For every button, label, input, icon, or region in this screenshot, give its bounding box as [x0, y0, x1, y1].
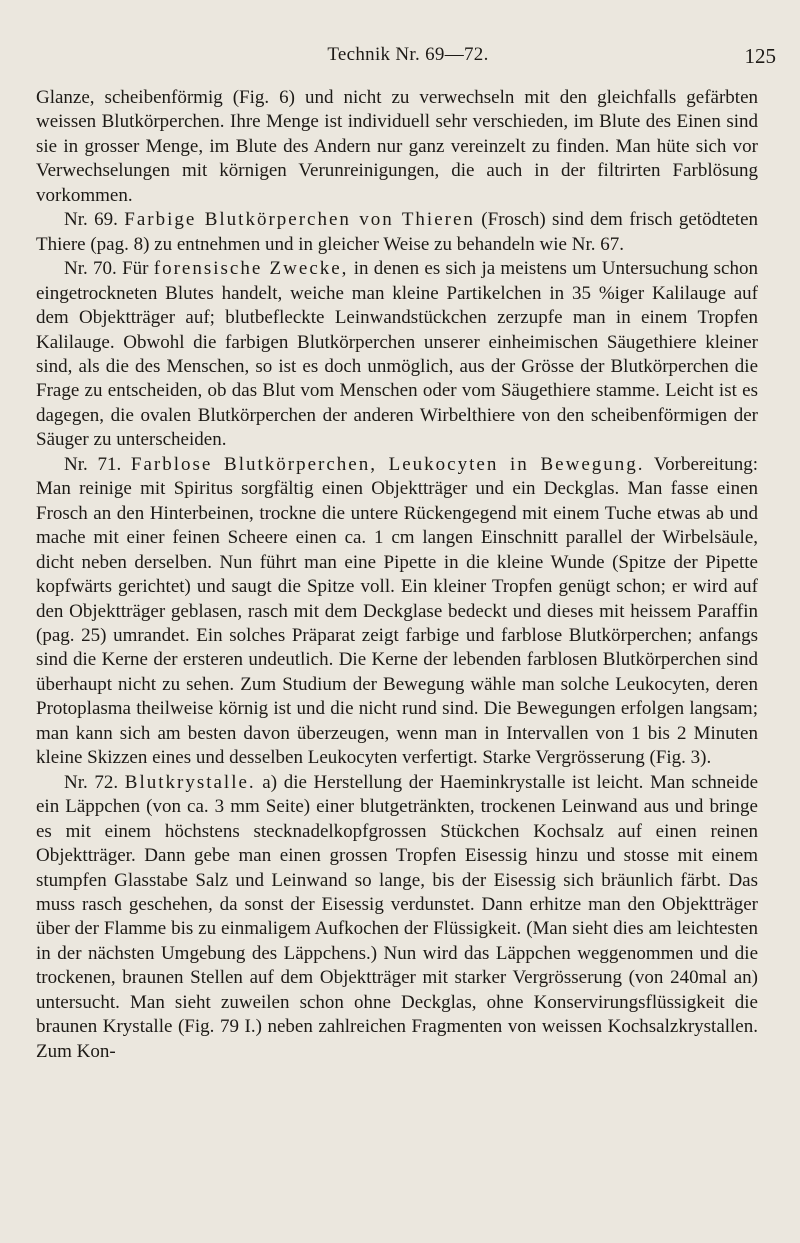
paragraph-nr-70	[36, 257, 758, 453]
paragraph-heading: Farbige Blutkörperchen von Thieren	[124, 209, 475, 231]
paragraph-heading: Farblose Blutkörperchen, Leukocyten in Bewegung.	[130, 453, 645, 475]
paragraph-text: a) die Herstellung der Haeminkrystalle ist leicht. Man schneide ein Läppchen (von ca. 3 mm Seite) einer blutgetränkten, trockenen Leinwand aus und bringe es mit einem höchstens stecknadelkopfgrossen Stückchen Kochsalz auf einen reinen Objektträger. Dann gebe man einen grossen Tropfen Eisessig hinzu und stosse mit einem stumpfen Glasstabe Salz und Leinwand so lange, bis der Eisessig sich bräunlich färbt. Das muss rasch geschehen, da sonst der Eisessig verdunstet. Dann erhitze man den Objektträger über der Flamme bis zu einmaligem Aufkochen der Flüssigkeit. (Man sieht dies am leichtesten in der nächsten Umgebung des Läppchens.) Nun wird das Läppchen weggenommen und die trockenen, braunen Stellen auf dem Objektträger mit starker Vergrösserung (von 240mal an) untersucht. Man sieht zuweilen schon ohne Deckglas, ohne Konservirungsflüssigkeit die braunen Krystalle (Fig. 79 I.) neben zahlreichen Fragmenten von weissen Kochsalzkrystallen. Zum Kon-	[36, 771, 758, 1062]
paragraph-text: in denen es sich ja meistens um Untersuchung schon eingetrockneten Blutes handelt, weiche man kleine Partikelchen in 35 %iger Kalilauge auf dem Objektträger auf; blutbefleckte Leinwandstückchen zerzupfe man in einem Tropfen Kalilauge. Obwohl die farbigen Blutkörperchen unserer einheimischen Säugethiere kleiner sind, als die des Menschen, so ist es doch unmöglich, aus der Grösse der Blutkörperchen die Frage zu entscheiden, ob das Blut vom Menschen oder vom Säugethiere stamme. Leicht ist es dagegen, die ovalen Blutkörperchen der anderen Wirbelthiere von den scheibenförmigen der Säuger zu unterscheiden.	[36, 258, 758, 451]
paragraph-heading: forensische Zwecke,	[153, 258, 349, 280]
paragraph-text: Glanze, scheibenförmig (Fig. 6) und nicht zu verwechseln mit den gleichfalls gefärbten weissen Blutkörperchen. Ihre Menge ist individuell sehr verschieden, im Blute des Einen sind sie in grosser Menge, im Blute des Andern nur ganz vereinzelt zu finden. Man hüte sich vor Verwechselungen mit körnigen Verunreinigungen, die auch in der filtrirten Farblösung vorkommen.	[36, 87, 758, 206]
body-text	[36, 86, 758, 1064]
paragraph-lead: Nr. 72.	[64, 771, 125, 793]
running-title: Technik Nr. 69—72.	[327, 44, 489, 65]
page-number: 125	[744, 44, 776, 68]
paragraph-nr-69	[36, 208, 758, 257]
paragraph-nr-72	[36, 771, 758, 1064]
paragraph-lead: Nr. 71.	[64, 453, 131, 475]
paragraph-text: (Frosch) sind dem frisch getödteten Thiere (pag. 8) zu entnehmen und in gleicher Weise zu behandeln wie Nr. 67.	[36, 209, 758, 255]
paragraph-nr-71	[36, 453, 758, 771]
paragraph-lead: Nr. 69.	[64, 209, 125, 231]
paragraph-text: Vorbereitung: Man reinige mit Spiritus sorgfältig einen Objektträger und ein Deckglas. Man fasse einen Frosch an den Hinterbeinen, trockne die untere Rückengegend mit einem Tuche etwas ab und mache mit einer feinen Scheere einen ca. 1 cm langen Einschnitt parallel der Wirbelsäule, dicht neben derselben. Nun führt man eine Pipette in die kleine Wunde (Spitze der Pipette kopfwärts gerichtet) und saugt die Spitze voll. Ein kleiner Tropfen genügt schon; er wird auf den Objektträger geblasen, rasch mit dem Deckglase bedeckt und dieses mit heissem Paraffin (pag. 25) umrandet. Ein solches Präparat zeigt farbige und farblose Blutkörperchen; anfangs sind die Kerne der ersteren undeutlich. Die Kerne der lebenden farblosen Blutkörperchen sind überhaupt nicht zu sehen. Zum Studium der Bewegung wähle man solche Leukocyten, deren Protoplasma theilweise körnig ist und die nicht rund sind. Die Bewegungen erfolgen langsam; man kann sich am besten davon überzeugen, wenn man in Intervallen von 1 bis 2 Minuten kleine Skizzen eines und desselben Leukocyten verfertigt. Starke Vergrösserung (Fig. 3).	[36, 453, 758, 769]
paragraph-lead: Nr. 70. Für	[64, 258, 154, 280]
paragraph-continuation	[36, 86, 758, 208]
paragraph-heading: Blutkrystalle.	[124, 771, 256, 793]
page-header	[36, 44, 780, 68]
